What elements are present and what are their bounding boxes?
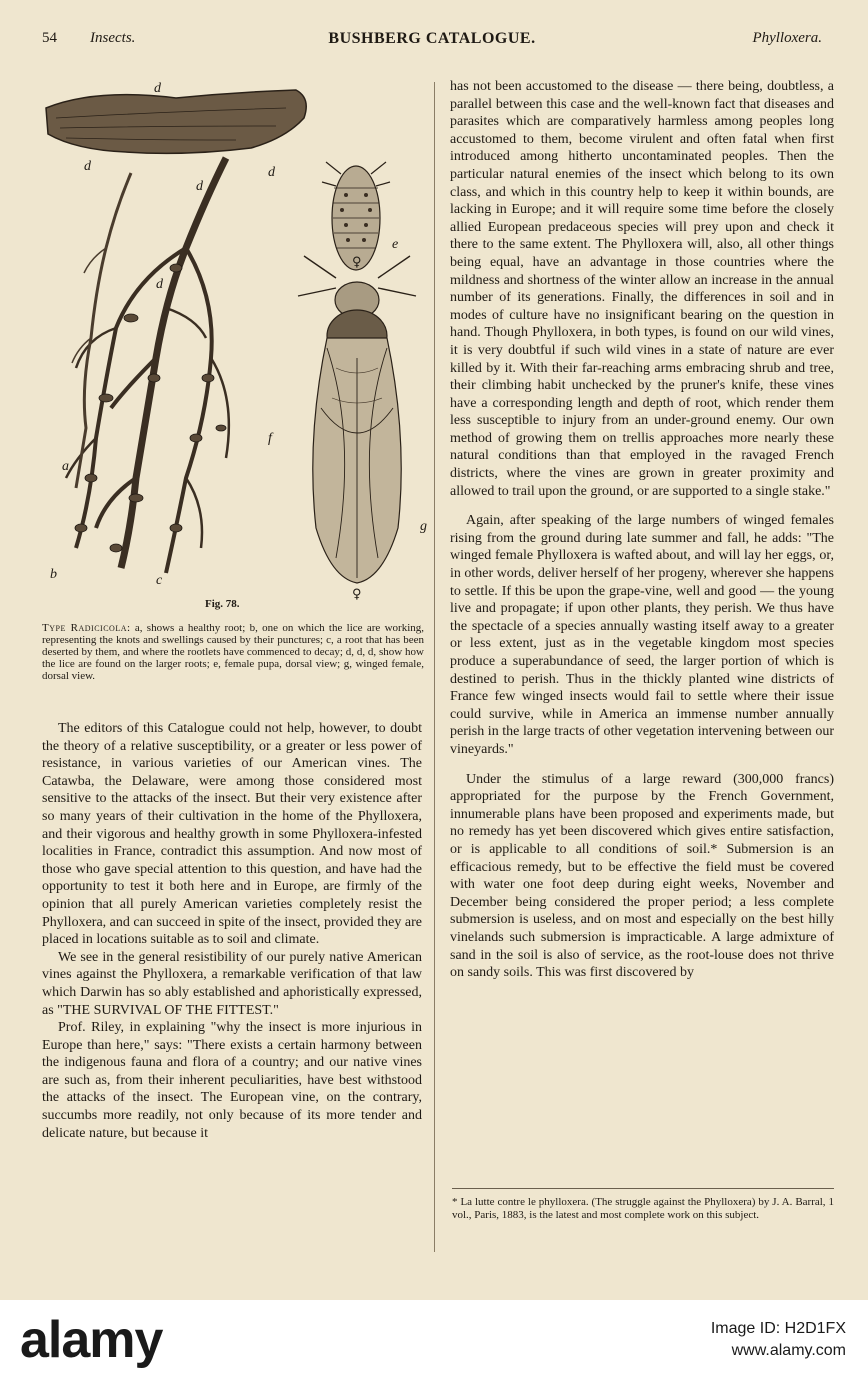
footnote-rule bbox=[452, 1188, 834, 1189]
stock-image-info bbox=[711, 1318, 846, 1362]
fig-letter-d2: d bbox=[84, 159, 91, 174]
phylloxera-illustration bbox=[36, 78, 430, 608]
paragraph: We see in the general resistibility of our purely native American vines against the Phylloxera, a remarkable verification of that law which Darwin has so ably established and aphoristically expressed, as "THE SURVIVAL OF THE FITTEST." bbox=[42, 949, 422, 1018]
fig-letter-c: c bbox=[156, 573, 163, 588]
fig-letter-d1: d bbox=[154, 81, 161, 96]
right-column bbox=[450, 78, 834, 982]
paragraph: The editors of this Catalogue could not help, however, to doubt the theory of a relative susceptibility, or a greater or less power of resistance, in various varieties of our American vines. The Catawba, the Delaware, were among those considered most sensitive to the attacks of the insect. But their very existence after so many years of their cultivation in the home of the Phylloxera, and their vigorous and healthy growth in some Phylloxera-infested localities in France, contradict this assumption. And now most of those who gave special attention to this question, and have had the opportunity to test it both here and in Europe, are firmly of the opinion that all purely American varieties completely resist the Phylloxera, and can succeed in spite of the insect, provided they are placed in locations suitable as to soil and climate. bbox=[42, 721, 422, 948]
fig-letter-a: a bbox=[62, 459, 69, 474]
paragraph: has not been accustomed to the disease — there being, doubtless, a parallel between this case and the well-known fact that diseases and parasites which are comparatively harmless among peoples long accustomed to them, become virulent and often fatal when first introduced among hitherto uncontaminated peoples. Then the particular natural enemies of the insect which belong to its own class, and which in this country help to keep it within bounds, are lacking in Europe; and it will require some time before the closely allied European predaceous species will prey upon and check it there to the same extent. The Phylloxera will, also, all other things being equal, have an advantage in those countries where the mildness and shortness of the winter allow an increase in the annual number of its generations. Finally, the differences in soil and in modes of culture have no insignificant bearing on the question in hand. Though Phylloxera, in both types, is found on our wild vines, it is very doubtful if such wild vines in a state of nature are ever killed by it. With their far-reaching arms embracing shrub and tree, their climbing habit unchecked by the pruner's knife, these vines have a corresponding length and depth of root, which render them less susceptible to injury from an under-ground enemy. Our own method of growing them on trellis approaches more nearly these natural conditions than that employed in the ravaged French districts, where the vines are grown in greater proximity and allowed to trail upon the ground, or are supported to a single stake." bbox=[450, 79, 834, 499]
caption-lead: Type Radicicola: bbox=[42, 622, 131, 634]
catalogue-title: BUSHBERG CATALOGUE. bbox=[328, 30, 536, 47]
left-column bbox=[42, 720, 422, 1142]
figure-label: Fig. 78. bbox=[205, 598, 240, 610]
fig-letter-e: e bbox=[392, 237, 399, 252]
root-branch-d bbox=[46, 90, 306, 153]
fig-letter-d4: d bbox=[268, 165, 275, 180]
stock-logo: alamy bbox=[20, 1311, 163, 1369]
caption-body: a, shows a healthy root; b, one on which the lice are working, representing the knots and swellings caused by their punctures; c, a root that has been deserted by them, and where the rootlets have commenced to decay; d, d, d, show how the lice are found on the larger roots; e, female pupa, dorsal view; g, winged female, dorsal view. bbox=[42, 622, 424, 682]
page-number: 54 bbox=[42, 30, 57, 46]
winged-female-g bbox=[298, 256, 416, 583]
section-name: Insects. bbox=[90, 30, 136, 46]
fig-letter-d3: d bbox=[196, 179, 203, 194]
fig-letter-b: b bbox=[50, 567, 57, 582]
footnote: * La lutte contre le phylloxera. (The struggle against the Phylloxera) by J. A. Barral, 1 vol., Paris, 1883, is the latest and most complete work on this subject. bbox=[452, 1196, 834, 1221]
female-symbol-2: ♀ bbox=[352, 587, 362, 602]
stock-site: www.alamy.com bbox=[731, 1342, 846, 1359]
column-divider bbox=[434, 82, 435, 1252]
page-header bbox=[42, 30, 822, 54]
figure-caption bbox=[42, 622, 424, 682]
fig-letter-d5: d bbox=[156, 277, 163, 292]
female-symbol-1: ♀ bbox=[352, 255, 362, 270]
running-head: Phylloxera. bbox=[752, 30, 822, 46]
paragraph: Again, after speaking of the large numbers of winged females rising from the ground during late summer and fall, he adds: "The winged female Phylloxera is wafted about, and will lay her eggs, or, in other words, deliver herself of her progeny, wherever she happens to settle. If this be upon the grape-vine, well and good — the young live and propagate; if upon other plants, they perish. We thus have the spectacle of a species annually wasting itself away to a greater or less extent, just as in the vegetable kingdom most species produce a superabundance of seed, the larger portion of which is destined to perish. Thus in the thickly planted wine districts of France few winged insects would fail to settle where their issue could survive, while in America an immense number annually perish in the large tracts of other vegetation intervening between our vineyards." bbox=[450, 513, 834, 757]
paragraph: Under the stimulus of a large reward (300,000 francs) appropriated for the purpose by the French Government, innumerable plans have been proposed and experiments made, but no remedy has yet been discovered which gives entire satisfaction, or is applicable to all conditions of soil.* Submersion is an efficacious remedy, but to be effective the field must be covered with water one foot deep during eight weeks, November and December being considered the proper period; a less complete submersion is useless, and on most and especially on the best hilly vinelands such submersion is impracticable. A large admixture of sand in the soil is also of service, as the root-louse does not thrive on sandy soils. This was first discovered by bbox=[450, 771, 834, 981]
fig-letter-g: g bbox=[420, 519, 427, 534]
healthy-root-a bbox=[76, 173, 131, 488]
fig-letter-f: f bbox=[268, 431, 272, 446]
root-and-insect-engraving bbox=[36, 78, 430, 608]
image-id: Image ID: H2D1FX bbox=[710, 1320, 846, 1337]
female-pupa-e bbox=[322, 162, 390, 270]
paragraph: Prof. Riley, in explaining "why the insect is more injurious in Europe than here," says: "There exists a certain harmony between the indigenous fauna and flora of a country; and our native vines are such as, from their inherent peculiarities, have best withstood the attacks of the insect. The European vine, on the contrary, succumbs more readily, not only because of its more tender and delicate nature, but because it bbox=[42, 1020, 422, 1141]
